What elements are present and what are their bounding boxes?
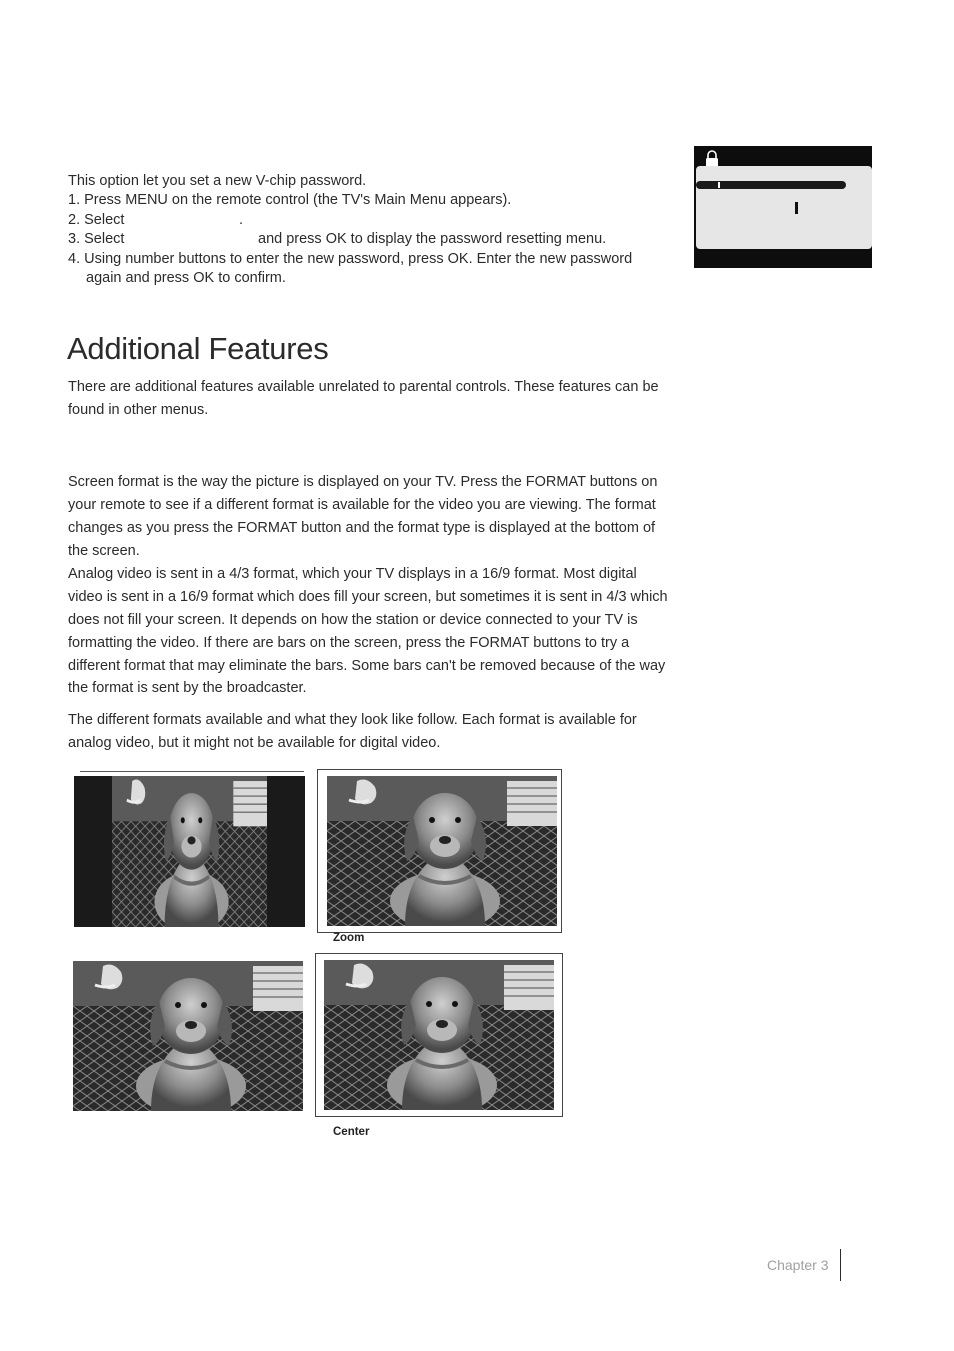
format-line-2: your remote to see if a different format is available for the video you are viewing. The format <box>68 497 656 513</box>
step-3-rest: and press OK to display the password resetting menu. <box>258 231 607 247</box>
caption-zoom: Zoom <box>333 932 365 944</box>
format-line-3: changes as you press the FORMAT button and the format type is displayed at the bottom of <box>68 520 656 536</box>
format-example-center <box>315 953 563 1117</box>
footer-divider <box>840 1249 841 1281</box>
tv-menu-panel <box>696 166 872 249</box>
formats-intro-2: analog video, but it might not be available for digital video. <box>68 735 441 751</box>
format-line-7: does not fill your screen. It depends on how the station or device connected to your TV is <box>68 612 638 628</box>
step-3: 3. Select <box>68 231 125 247</box>
format-line-8: formatting the video. If there are bars on the screen, press the FORMAT buttons to try a <box>68 635 630 651</box>
step-2-end: . <box>239 212 244 228</box>
format-line-5: Analog video is sent in a 4/3 format, which your TV displays in a 16/9 format. Most digital <box>68 566 637 582</box>
lead-line-1: There are additional features available unrelated to parental controls. These features can be <box>68 379 659 395</box>
format-line-9: different format that may eliminate the bars. Some bars can't be removed because of the way <box>68 658 666 674</box>
step-4-cont: again and press OK to confirm. <box>86 270 286 286</box>
footer-chapter: Chapter 3 <box>767 1257 829 1273</box>
format-example-stretch <box>73 961 303 1111</box>
format-example-zoom <box>317 769 562 933</box>
format-line-10: the format is sent by the broadcaster. <box>68 680 307 696</box>
format-line-4: the screen. <box>68 543 140 559</box>
section-title: Additional Features <box>67 331 329 366</box>
format-line-1: Screen format is the way the picture is displayed on your TV. Press the FORMAT buttons on <box>68 474 658 490</box>
format-example-normal <box>74 776 305 927</box>
step-4: 4. Using number buttons to enter the new password, press OK. Enter the new password <box>68 251 633 267</box>
tv-menu-bar-tick <box>718 182 720 188</box>
caption-center: Center <box>333 1126 370 1138</box>
intro-line: This option let you set a new V-chip password. <box>68 173 367 189</box>
lead-line-2: found in other menus. <box>68 402 209 418</box>
tv-menu-text-cursor <box>795 202 798 214</box>
step-1: 1. Press MENU on the remote control (the TV's Main Menu appears). <box>68 192 512 208</box>
image-edge <box>80 771 304 772</box>
step-2: 2. Select <box>68 212 125 228</box>
formats-intro-1: The different formats available and what they look like follow. Each format is available for <box>68 712 637 728</box>
format-line-6: video is sent in a 16/9 format which does fill your screen, but sometimes it is sent in 4/3 which <box>68 589 668 605</box>
